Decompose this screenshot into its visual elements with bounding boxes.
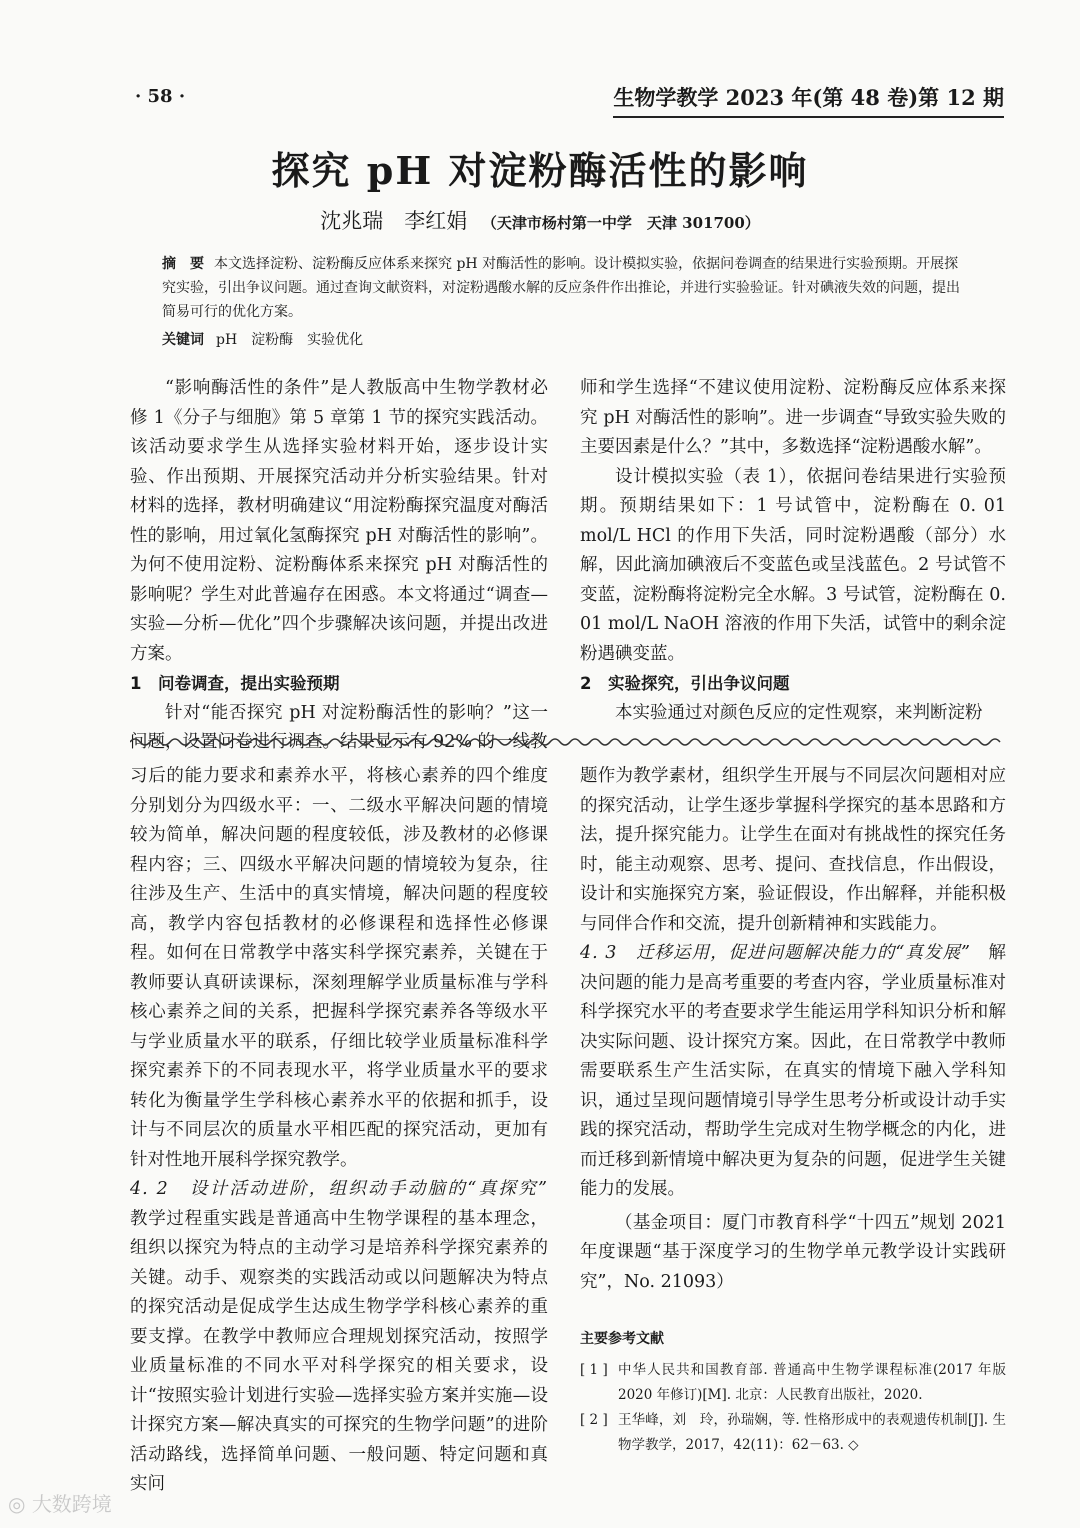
wavy-divider <box>130 736 1006 748</box>
abstract-text: 本文选择淀粉、淀粉酶反应体系来探究 pH 对酶活性的影响。设计模拟实验，依据问卷调查的结果进行实验预期。开展探究实验，引出争议问题。通过查询文献资料，对淀粉遇酸水解的反应条件作出推论，并进行实验验证。针对碘液失效的问题，提出简易可行的优化方案。 <box>162 256 960 320</box>
section-4-2-heading: 4. 2 设计活动进阶，组织动手动脑的“真探究” <box>130 1179 548 1199</box>
article-column-left <box>130 374 548 758</box>
section-4-2 <box>130 1175 548 1500</box>
section-1-paragraph: 针对“能否探究 pH 对淀粉酶活性的影响？”这一问题，设置问卷进行调查。结果显示有 92% 的一线教 <box>130 702 548 752</box>
author-names: 沈兆瑞 李红娟 <box>320 209 468 233</box>
keywords-label: 关键词 <box>162 332 204 348</box>
watermark <box>8 1488 112 1517</box>
continued-paragraph-right: 题作为教学素材，组织学生开展与不同层次问题相对应的探究活动，让学生逐步掌握科学探究的基本思路和方法，提升探究能力。让学生在面对有挑战性的探究任务时，能主动观察、思考、提问、查找信息，作出假设，设计和实施探究方案，验证假设，作出解释，并能积极与同伴合作和交流，提升创新精神和实践能力。 <box>580 766 1006 934</box>
reference-number: [ 2 ] <box>580 1412 608 1428</box>
abstract-label: 摘 要 <box>162 256 204 272</box>
reference-item <box>580 1358 1006 1408</box>
section-1-paragraph-2: 设计模拟实验（表 1），依据问卷结果进行实验预期。预期结果如下：1 号试管中，淀粉酶在 0. 01 mol/L HCl 的作用下失活，同时淀粉遇酸（部分）水解，因此滴加碘液后不变蓝色或呈浅蓝色。2 号试管不变蓝，淀粉酶将淀粉完全水解。3 号试管，淀粉酶在 0. 01 mol/L NaOH 溶液的作用下失活，试管中的剩余淀粉遇碘变蓝。 <box>580 466 1006 664</box>
section-4-2-text: 教学过程重实践是普通高中生物学课程的基本理念，组织以探究为特点的主动学习是培养科学探究素养的关键。动手、观察类的实践活动或以问题解决为特点的探究活动是促成学生达成生物学学科核心素养的重要支撑。在教学中教师应合理规划探究活动，按照学业质量标准的不同水平对科学探究的相关要求，设计“按照实验计划进行实验—选择实验方案并实施—设计探究方案—解决真实的可探究的生物学问题”的进阶活动路线，选择简单问题、一般问题、特定问题和真实问 <box>130 1208 548 1494</box>
reference-item <box>580 1408 1006 1458</box>
keywords-text: pH 淀粉酶 实验优化 <box>216 332 364 348</box>
author-line <box>0 205 1080 235</box>
section-2-paragraph: 本实验通过对颜色反应的定性观察，来判断淀粉 <box>615 702 983 723</box>
continued-column-right <box>580 762 1006 1458</box>
article-column-right <box>580 374 1006 728</box>
section-2-heading: 2 实验探究，引出争议问题 <box>580 674 790 693</box>
watermark-text: 大数跨境 <box>31 1492 112 1516</box>
article-title: 探究 pH 对淀粉酶活性的影响 <box>271 148 809 193</box>
fund-note: （基金项目：厦门市教育科学“十四五”规划 2021 年度课题“基于深度学习的生物学单元教学设计实践研究”，No. 21093） <box>580 1212 1006 1292</box>
page-number: · 58 · <box>135 86 186 107</box>
section-1-paragraph-continued: 师和学生选择“不建议使用淀粉、淀粉酶反应体系来探究 pH 对酶活性的影响”。进一步调查“导致实验失败的主要因素是什么？”其中，多数选择“淀粉遇酸水解”。 <box>580 378 1006 457</box>
section-1-heading: 1 问卷调查，提出实验预期 <box>130 674 340 693</box>
intro-paragraph: “影响酶活性的条件”是人教版高中生物学教材必修 1《分子与细胞》第 5 章第 1 节的探究实践活动。该活动要求学生从选择实验材料开始，逐步设计实验、作出预期、开展探究活动并分析实验结果。针对材料的选择，教材明确建议“用淀粉酶探究温度对酶活性的影响，用过氧化氢酶探究 pH 对酶活性的影响”。为何不使用淀粉、淀粉酶体系来探究 pH 对酶活性的影响呢？学生对此普遍存在困惑。本文将通过“调查—实验—分析—优化”四个步骤解决该问题，并提出改进方案。 <box>130 378 548 664</box>
continued-paragraph: 习后的能力要求和素养水平，将核心素养的四个维度分别划分为四级水平：一、二级水平解决问题的情境较为简单，解决问题的程度较低，涉及教材的必修课程内容；三、四级水平解决问题的情境较为复杂，往往涉及生产、生活中的真实情境，解决问题的程度较高，教学内容包括教材的必修课程和选择性必修课程。如何在日常教学中落实科学探究素养，关键在于教师要认真研读课标，深刻理解学业质量标准与学科核心素养之间的关系，把握科学探究素养各等级水平与学业质量水平的联系，仔细比较学业质量标准科学探究素养下的不同表现水平，将学业质量水平的要求转化为衡量学生学科核心素养水平的依据和抓手，设计与不同层次的质量水平相匹配的探究活动，更加有针对性地开展科学探究教学。 <box>130 766 548 1170</box>
section-4-3-heading: 4. 3 迁移运用，促进问题解决能力的“真发展” <box>580 943 971 963</box>
reference-text: 王华峰，刘 玲，孙瑞娴，等. 性格形成中的表观遗传机制[J]. 生物学教学，2017，42(11)：62－63. ◇ <box>618 1412 1006 1453</box>
reference-number: [ 1 ] <box>580 1362 608 1378</box>
reference-text: 中华人民共和国教育部. 普通高中生物学课程标准(2017 年版 2020 年修订)[M]. 北京：人民教育出版社，2020. <box>618 1362 1006 1403</box>
weibo-icon: ◎ <box>8 1492 26 1516</box>
section-4-3-text: 解决问题的能力是高考重要的考查内容，学业质量标准对科学探究水平的考查要求学生能运用学科知识分析和解决实际问题、设计探究方案。因此，在日常教学中教师需要联系生产生活实际，在真实的情境下融入学科知识，通过呈现问题情境引导学生思考分析或设计动手实践的探究活动，帮助学生完成对生物学概念的内化，进而迁移到新情境中解决更为复杂的问题，促进学生关键能力的发展。 <box>580 943 1006 1199</box>
abstract <box>162 252 972 324</box>
keywords <box>162 329 972 349</box>
section-4-3 <box>580 939 1006 1205</box>
continued-column-left <box>130 762 548 1500</box>
journal-header: 生物学教学 2023 年(第 48 卷)第 12 期 <box>613 82 1004 118</box>
references <box>580 1327 1006 1458</box>
references-heading: 主要参考文献 <box>580 1331 664 1347</box>
author-affiliation: （天津市杨村第一中学 天津 301700） <box>481 214 760 232</box>
